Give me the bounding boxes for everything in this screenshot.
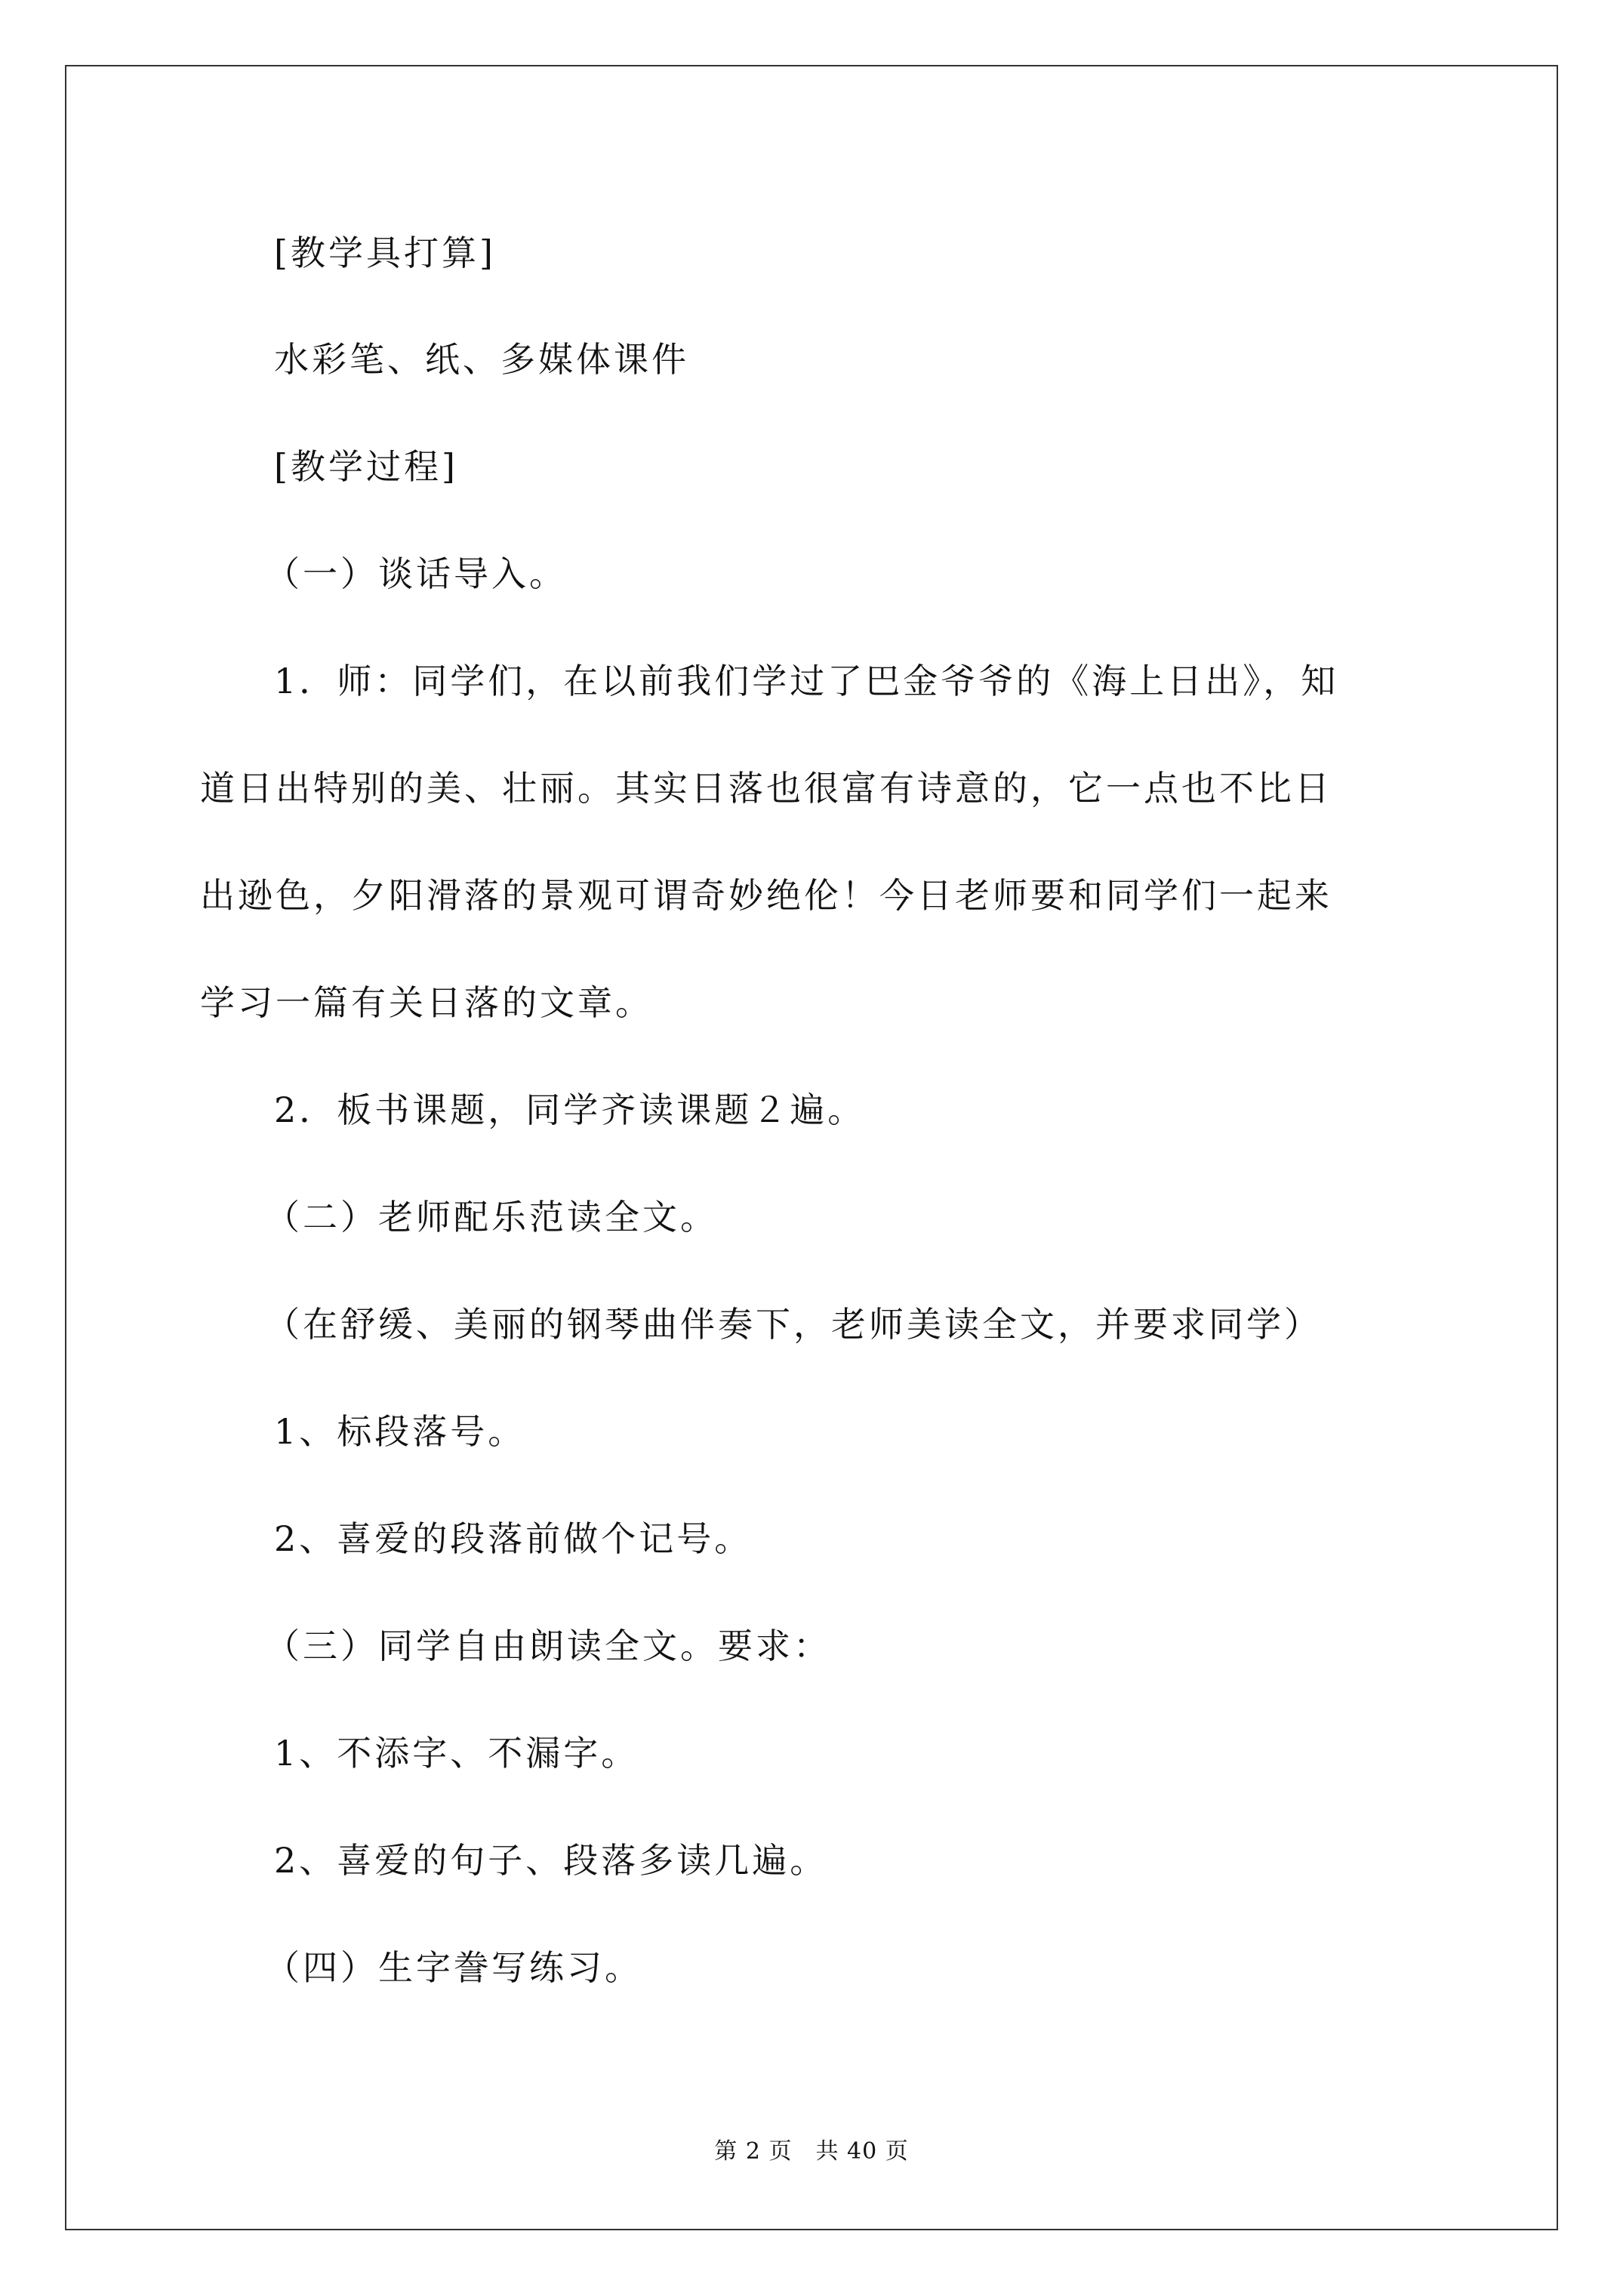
paragraph: 水彩笔、纸、多媒体课件 — [274, 339, 689, 380]
paragraph: （在舒缓、美丽的钢琴曲伴奏下，老师美读全文，并要求同学） — [265, 1304, 1322, 1345]
list-item: 1、标段落号。 — [274, 1411, 526, 1452]
paragraph: 道日出特别的美、壮丽。其实日落也很富有诗意的，它一点也不比日 — [200, 768, 1332, 809]
paragraph: 2．板书课题，同学齐读课题２遍。 — [274, 1089, 866, 1130]
page-number-footer: 第 2 页 共 40 页 — [714, 2138, 909, 2165]
paragraph: 出逊色，夕阳滑落的景观可谓奇妙绝伦！今日老师要和同学们一起来 — [200, 875, 1332, 916]
paragraph: 学习一篇有关日落的文章。 — [200, 982, 653, 1023]
subsection-heading: （四）生字誊写练习。 — [265, 1947, 642, 1988]
list-item: 2、喜爱的段落前做个记号。 — [274, 1518, 753, 1559]
subsection-heading: （一）谈话导入。 — [265, 553, 567, 594]
page-border — [65, 65, 1558, 2230]
list-item: 2、喜爱的句子、段落多读几遍。 — [274, 1840, 828, 1881]
list-item: 1、不添字、不漏字。 — [274, 1733, 639, 1774]
section-heading-materials: [教学具打算] — [274, 233, 496, 273]
subsection-heading: （三）同学自由朗读全文。要求： — [265, 1626, 831, 1666]
paragraph: 1．师：同学们，在以前我们学过了巴金爷爷的《海上日出》，知 — [274, 661, 1339, 701]
subsection-heading: （二）老师配乐范读全文。 — [265, 1197, 718, 1237]
section-heading-process: [教学过程] — [274, 446, 458, 487]
